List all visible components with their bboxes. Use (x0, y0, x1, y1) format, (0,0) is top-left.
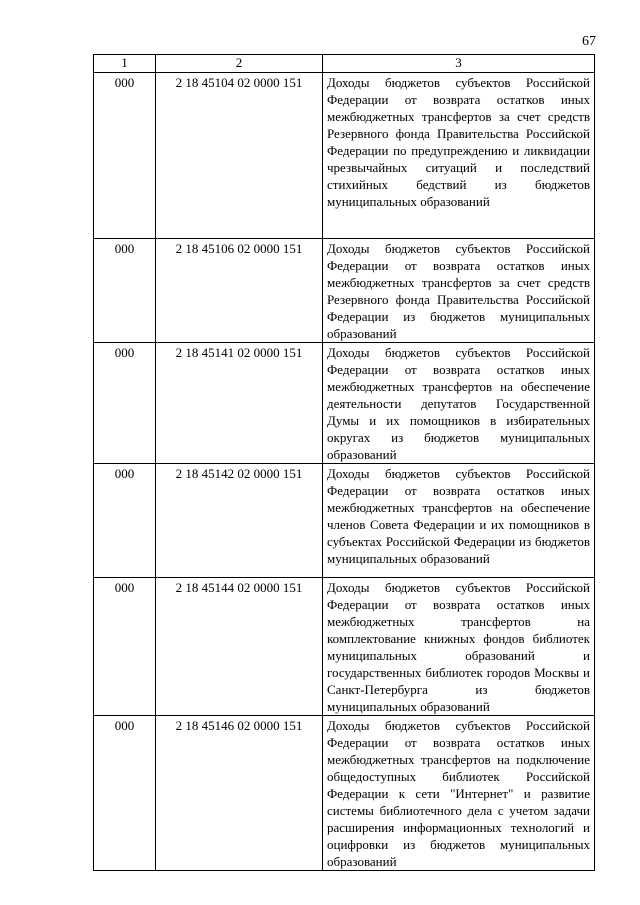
admin-code-cell: 000 (94, 464, 156, 578)
table-row (94, 464, 595, 578)
budget-code-cell: 2 18 45141 02 0000 151 (156, 343, 323, 464)
table-header-row (94, 55, 595, 73)
table-row (94, 343, 595, 464)
column-header-1: 1 (94, 55, 156, 73)
table-row (94, 716, 595, 871)
column-header-3: 3 (323, 55, 595, 73)
revenue-codes-table (93, 54, 595, 871)
admin-code-cell: 000 (94, 716, 156, 871)
budget-code-cell: 2 18 45144 02 0000 151 (156, 578, 323, 716)
admin-code-cell: 000 (94, 73, 156, 239)
budget-code-cell: 2 18 45104 02 0000 151 (156, 73, 323, 239)
budget-code-cell: 2 18 45106 02 0000 151 (156, 239, 323, 343)
page-number: 67 (582, 34, 596, 49)
budget-code-cell: 2 18 45146 02 0000 151 (156, 716, 323, 871)
admin-code-cell: 000 (94, 578, 156, 716)
admin-code-cell: 000 (94, 239, 156, 343)
table-row (94, 239, 595, 343)
revenue-name-cell: Доходы бюджетов субъектов Российской Федерации от возврата остатков иных межбюджетных трансфертов на подключение общедоступных библиотек Российской Федерации к сети "Интернет" и развитие системы библиотечного дела с учетом задачи расширения информационных технологий и оцифровки из бюджетов муниципальных образований (323, 716, 595, 871)
column-header-2: 2 (156, 55, 323, 73)
admin-code-cell: 000 (94, 343, 156, 464)
table-row (94, 578, 595, 716)
revenue-name-cell: Доходы бюджетов субъектов Российской Федерации от возврата остатков иных межбюджетных трансфертов за счет средств Резервного фонда Правительства Российской Федерации по предупреждению и ликвидации чрезвычайных ситуаций и последствий стихийных бедствий из бюджетов муниципальных образований (323, 73, 595, 239)
revenue-name-cell: Доходы бюджетов субъектов Российской Федерации от возврата остатков иных межбюджетных трансфертов на обеспечение членов Совета Федерации и их помощников в субъектах Российской Федерации из бюджетов муниципальных образований (323, 464, 595, 578)
revenue-name-cell: Доходы бюджетов субъектов Российской Федерации от возврата остатков иных межбюджетных трансфертов на обеспечение деятельности депутатов Государственной Думы и их помощников в избирательных округах из бюджетов муниципальных образований (323, 343, 595, 464)
revenue-name-cell: Доходы бюджетов субъектов Российской Федерации от возврата остатков иных межбюджетных трансфертов за счет средств Резервного фонда Правительства Российской Федерации из бюджетов муниципальных образований (323, 239, 595, 343)
table-row (94, 73, 595, 239)
revenue-name-cell: Доходы бюджетов субъектов Российской Федерации от возврата остатков иных межбюджетных трансфертов на комплектование книжных фондов библиотек муниципальных образований и государственных библиотек городов Москвы и Санкт-Петербурга из бюджетов муниципальных образований (323, 578, 595, 716)
budget-code-cell: 2 18 45142 02 0000 151 (156, 464, 323, 578)
